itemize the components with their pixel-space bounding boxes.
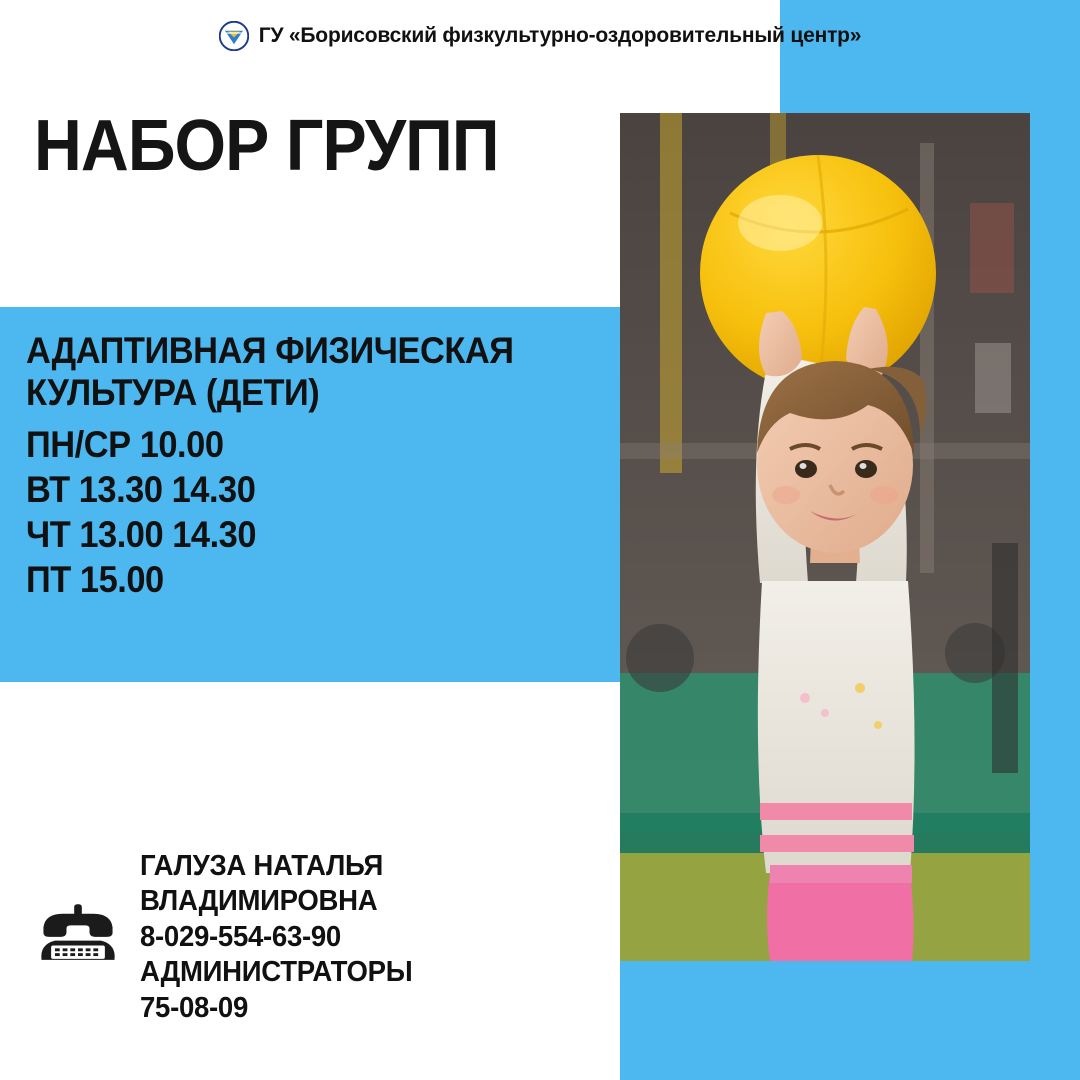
telephone-icon	[30, 865, 126, 961]
contact-administrators-phone: 75-08-09	[140, 991, 249, 1024]
schedule-line: ПН/СР 10.00	[26, 423, 224, 465]
header	[0, 0, 1080, 72]
header-title: ГУ «Борисовский физкультурно-оздоровительный центр»	[258, 24, 862, 47]
schedule-heading: АДАПТИВНАЯ ФИЗИЧЕСКАЯ КУЛЬТУРА (ДЕТИ)	[26, 330, 514, 413]
organization-logo-icon	[219, 21, 249, 51]
schedule-line: ВТ 13.30 14.30	[26, 468, 256, 510]
background-block-bottom-right	[620, 960, 1080, 1080]
schedule-block	[26, 330, 606, 602]
page-title: НАБОР ГРУПП	[34, 106, 499, 186]
contact-person-name: ГАЛУЗА НАТАЛЬЯ ВЛАДИМИРОВНА	[140, 850, 384, 918]
contact-administrators-label: АДМИНИСТРАТОРЫ	[140, 956, 413, 989]
contact-lines	[140, 845, 610, 1026]
schedule-line: ЧТ 13.00 14.30	[26, 513, 257, 555]
contacts-block	[30, 845, 610, 1026]
contact-person-phone: 8-029-554-63-90	[140, 920, 341, 953]
photo-child-with-ball	[620, 113, 1030, 961]
schedule-line: ПТ 15.00	[26, 558, 164, 600]
